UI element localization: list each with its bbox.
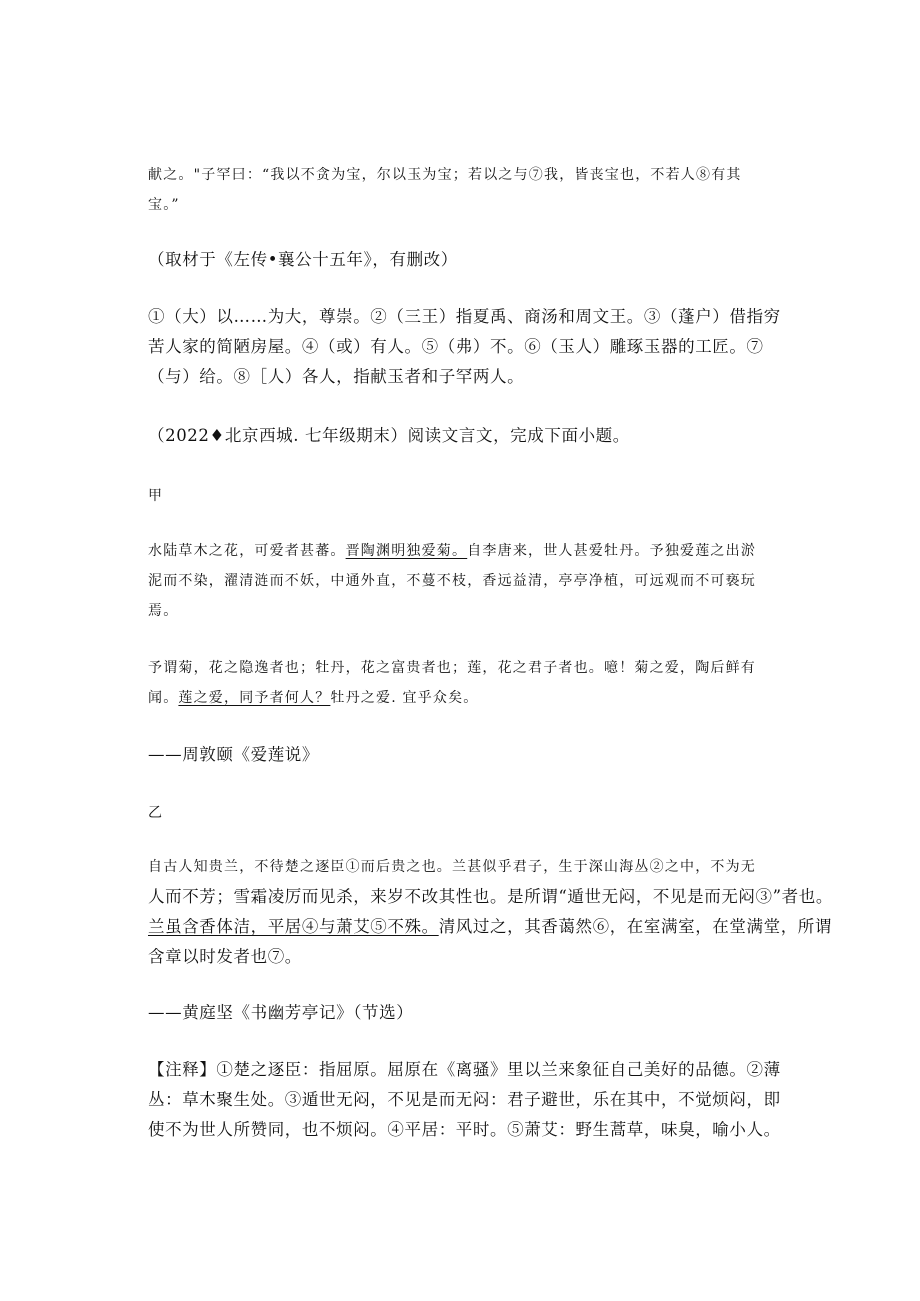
section-label: 乙 [148, 805, 164, 821]
text-segment: 牡丹之爱. 宜乎众矣。 [330, 690, 479, 706]
text-line: 含章以时发者也⑦。 [148, 947, 302, 966]
passage-jia-label [148, 481, 860, 511]
text-segment: 自李唐来，世人甚爱牡丹。予独爱莲之出淤 [467, 543, 757, 559]
annotations-block-2 [148, 1055, 860, 1145]
text-line: 焉。 [148, 603, 179, 619]
passage-jia-paragraph-1 [148, 536, 860, 626]
passage-yi-attribution [148, 998, 860, 1028]
text-line: 【注释】①楚之逐臣：指屈原。屈原在《离骚》里以兰来象征自己美好的品德。②薄 [148, 1060, 781, 1079]
previous-passage-tail [148, 160, 860, 220]
text-line: 使不为世人所赞同，也不烦闷。④平居：平时。⑤萧艾：野生蒿草，味臭，喻小人。 [148, 1120, 781, 1139]
passage-yi-label [148, 798, 860, 828]
text-line: 献之。"子罕曰：“我以不贪为宝，尔以玉为宝；若以之与⑦我，皆丧宝也，不若人⑧有其 [148, 167, 742, 183]
annotations-block-1 [148, 302, 860, 392]
text-line: 予谓菊，花之隐逸者也；牡丹，花之富贵者也；莲，花之君子者也。噫！菊之爱，陶后鲜有 [148, 660, 756, 676]
source-citation [148, 245, 860, 275]
text-line: 苦人家的简陋房屋。④（或）有人。⑤（弗）不。⑥（玉人）雕琢玉器的工匠。⑦ [148, 337, 764, 356]
text-segment: 闻。 [148, 690, 179, 706]
text-line: ——周敦颐《爱莲说》 [148, 745, 319, 764]
passage-jia-paragraph-2 [148, 653, 860, 713]
text-line: ——黄庭坚《书幽芳亭记》（节选） [148, 1003, 414, 1022]
text-line: （2022♦北京西城. 七年级期末）阅读文言文，完成下面小题。 [148, 426, 630, 445]
text-line [148, 683, 860, 713]
passage-jia-attribution [148, 740, 860, 770]
text-line [148, 912, 860, 942]
underlined-sentence: 兰虽含香体洁，平居④与萧艾⑤不殊。 [148, 917, 439, 936]
text-line: 泥而不染，濯清涟而不妖，中通外直，不蔓不枝，香远益清，亭亭净植，可远观而不可亵玩 [148, 573, 756, 589]
text-line: 宝。” [148, 197, 180, 213]
text-line: （取材于《左传•襄公十五年》，有删改） [148, 250, 458, 269]
section-label: 甲 [148, 488, 164, 504]
text-line: 丛：草木聚生处。③遁世无闷，不见是而无闷：君子避世，乐在其中，不觉烦闷，即 [148, 1090, 781, 1109]
text-line [148, 536, 860, 566]
passage-yi-paragraph [148, 852, 860, 972]
underlined-sentence: 晋陶渊明独爱菊。 [345, 543, 468, 559]
text-line: 自古人知贵兰，不待楚之逐臣①而后贵之也。兰甚似乎君子，生于深山海丛②之中，不为无 [148, 859, 756, 875]
text-line: ①（大）以……为大，尊崇。②（三王）指夏禹、商汤和周文王。③（蓬户）借指穷 [148, 307, 781, 326]
underlined-sentence: 莲之爱，同予者何人？ [178, 690, 331, 706]
question-heading [148, 421, 860, 451]
text-line: （与）给。⑧［人）各人，指献玉者和子罕两人。 [148, 367, 525, 386]
text-segment: 水陆草木之花，可爱者甚蕃。 [148, 543, 346, 559]
text-segment: 清风过之，其香蔼然⑥，在室满室，在堂满堂，所谓 [438, 917, 833, 936]
text-line: 人而不芳；雪霜凌厉而见杀，来岁不改其性也。是所谓“遁世无闷，不见是而无闷③”者也。 [148, 887, 833, 906]
